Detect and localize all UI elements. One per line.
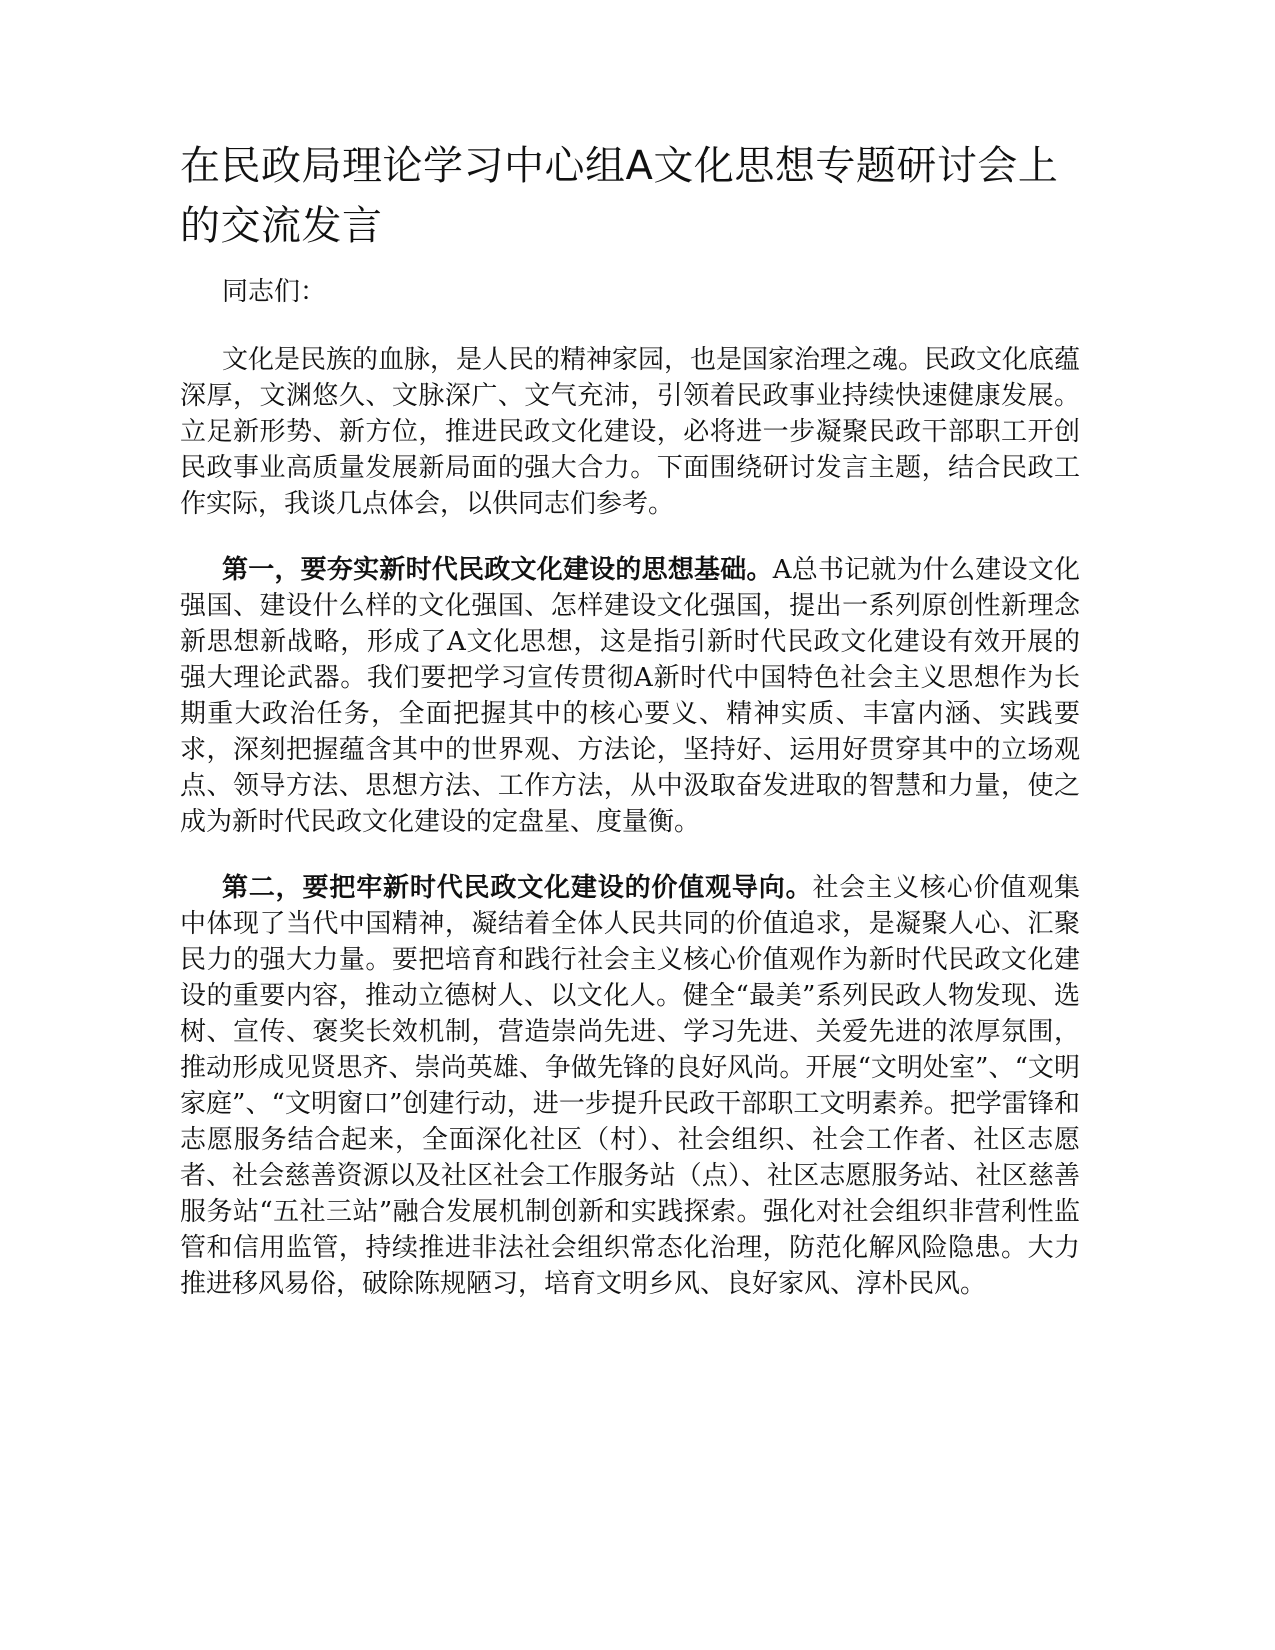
paragraph-intro — [180, 342, 1080, 522]
paragraph-second-point — [180, 870, 1080, 1302]
paragraph-text: 文化是民族的血脉，是人民的精神家园，也是国家治理之魂。民政文化底蕴深厚，文渊悠久、文脉深广、文气充沛，引领着民政事业持续快速健康发展。立足新形势、新方位，推进民政文化建设，必将进一步凝聚民政干部职工开创民政事业高质量发展新局面的强大合力。下面围绕研讨发言主题，结合民政工作实际，我谈几点体会，以供同志们参考。 — [180, 345, 1081, 519]
paragraph-lead: 第一，要夯实新时代民政文化建设的思想基础。 — [222, 555, 773, 585]
paragraph-lead: 第二，要把牢新时代民政文化建设的价值观导向。 — [222, 873, 813, 903]
paragraph-first-point — [180, 552, 1080, 840]
document-title: 在民政局理论学习中心组A文化思想专题研讨会上的交流发言 — [180, 143, 1059, 249]
document-page — [180, 136, 1080, 1302]
paragraph-text: 社会主义核心价值观集中体现了当代中国精神，凝结着全体人民共同的价值追求，是凝聚人心、汇聚民力的强大力量。要把培育和践行社会主义核心价值观作为新时代民政文化建设的重要内容，推动立德树人、以文化人。健全“最美”系列民政人物发现、选树、宣传、褒奖长效机制，营造崇尚先进、学习先进、关爱先进的浓厚氛围，推动形成见贤思齐、崇尚英雄、争做先锋的良好风尚。开展“文明处室”、“文明家庭”、“文明窗口”创建行动，进一步提升民政干部职工文明素养。把学雷锋和志愿服务结合起来，全面深化社区（村）、社会组织、社会工作者、社区志愿者、社会慈善资源以及社区社会工作服务站（点）、社区志愿服务站、社区慈善服务站“五社三站”融合发展机制创新和实践探索。强化对社会组织非营利性监管和信用监管，持续推进非法社会组织常态化治理，防范化解风险隐患。大力推进移风易俗，破除陈规陋习，培育文明乡风、良好家风、淳朴民风。 — [180, 873, 1080, 1299]
greeting: 同志们： — [222, 277, 327, 307]
paragraph-text: A总书记就为什么建设文化强国、建设什么样的文化强国、怎样建设文化强国，提出一系列原创性新理念新思想新战略，形成了A文化思想，这是指引新时代民政文化建设有效开展的强大理论武器。我们要把学习宣传贯彻A新时代中国特色社会主义思想作为长期重大政治任务，全面把握其中的核心要义、精神实质、丰富内涵、实践要求，深刻把握蕴含其中的世界观、方法论，坚持好、运用好贯穿其中的立场观点、领导方法、思想方法、工作方法，从中汲取奋发进取的智慧和力量，使之成为新时代民政文化建设的定盘星、度量衡。 — [180, 555, 1080, 837]
